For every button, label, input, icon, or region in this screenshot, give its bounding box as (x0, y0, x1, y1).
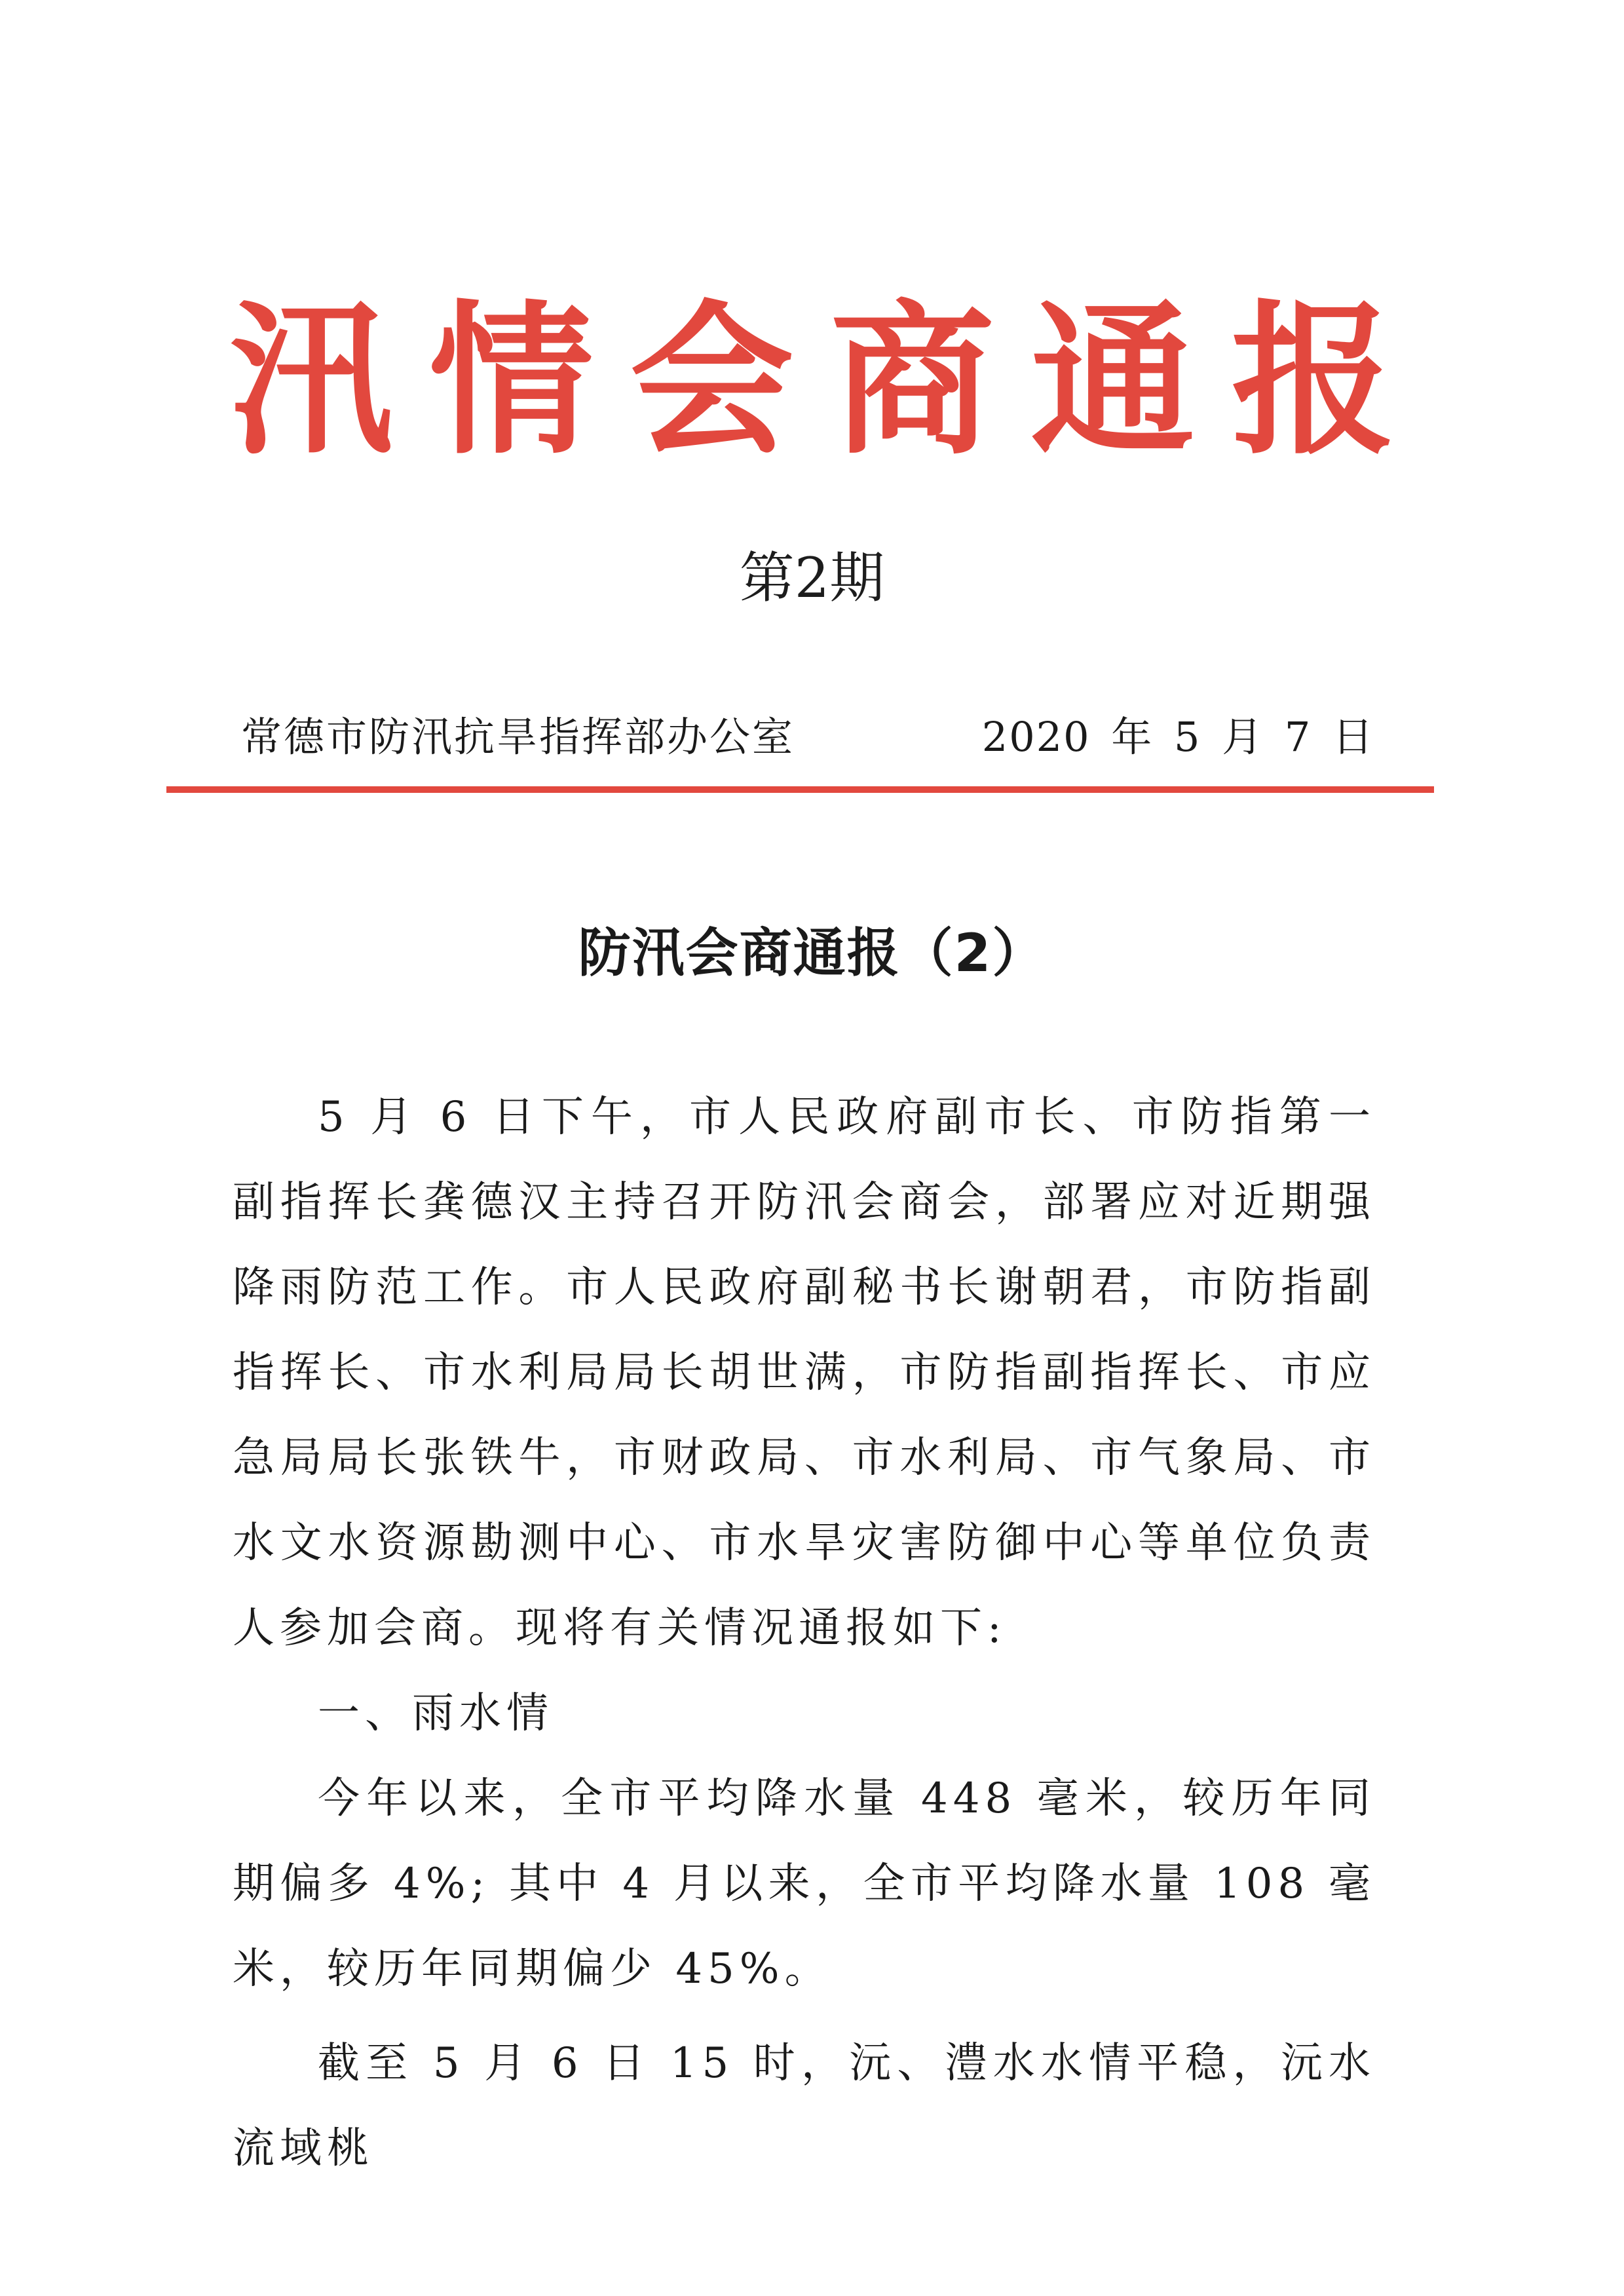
water-level-paragraph: 截至 5 月 6 日 15 时，沅、澧水水情平稳，沅水流域桃 (233, 2039, 1376, 2173)
red-divider-line (166, 786, 1434, 793)
intro-paragraph: 5 月 6 日下午，市人民政府副市长、市防指第一副指挥长龚德汉主持召开防汛会商会，部署应对近期强降雨防范工作。市人民政府副秘书长谢朝君，市防指副指挥长、市水利局局长胡世满，市防指副指挥长、市应急局局长张铁牛，市财政局、市水利局、市气象局、市水文水资源勘测中心、市水旱灾害防御中心等单位负责人参加会商。现将有关情况通报如下: (233, 1093, 1376, 1653)
rainfall-paragraph: 今年以来，全市平均降水量 448 毫米，较历年同期偏多 4%; 其中 4 月以来，全市平均降水量 108 毫米，较历年同期偏少 45%。 (233, 1774, 1376, 1993)
issue-number: 第2期 (739, 546, 885, 610)
issuer-row (241, 704, 1374, 770)
issuer-name: 常德市防汛抗旱指挥部办公室 (241, 713, 795, 761)
masthead-title: 汛情会商通报 (229, 284, 1432, 476)
document-title: 防汛会商通报（2） (578, 923, 1046, 984)
issue-date: 2020 年 5 月 7 日 (981, 713, 1374, 761)
document-body (233, 1075, 1376, 2191)
paragraph-gap (233, 2012, 1376, 2021)
section-heading-rain-water: 一、雨水情 (318, 1689, 554, 1738)
